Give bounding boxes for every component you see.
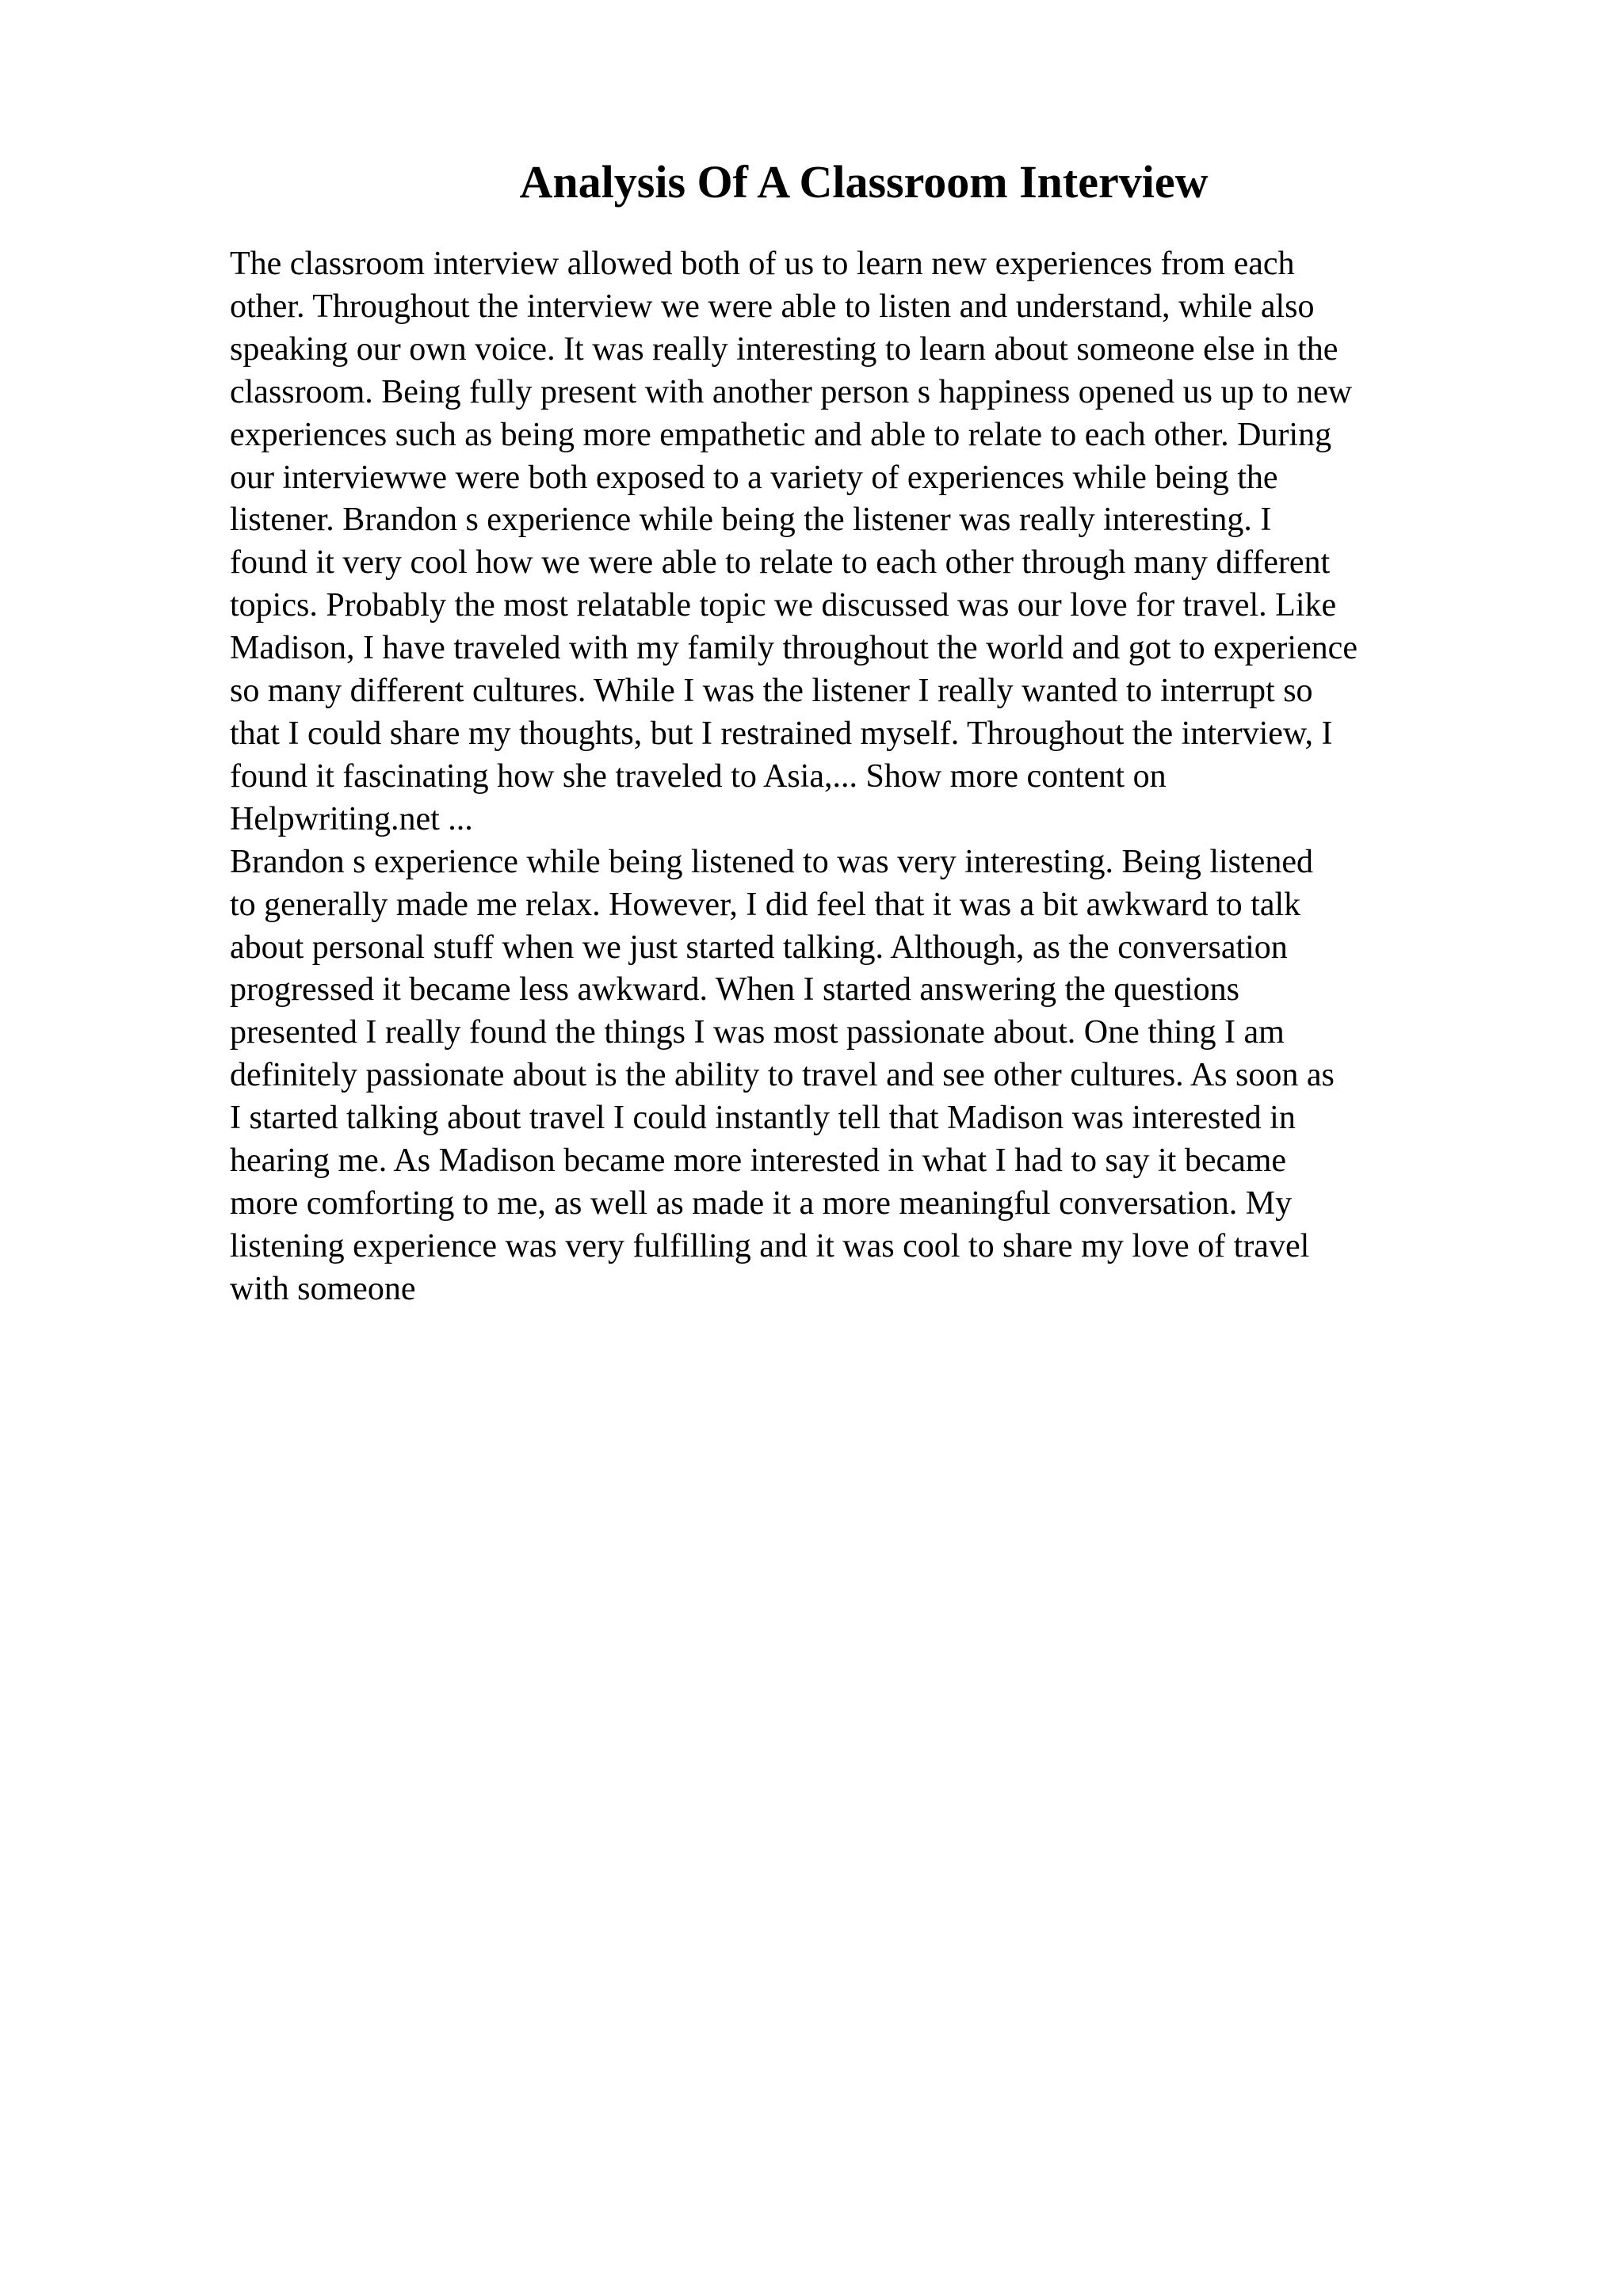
- body-line: classroom. Being fully present with another person s happiness opened us up to new: [230, 373, 1353, 410]
- document-body: [230, 243, 1498, 1311]
- body-line: Madison, I have traveled with my family throughout the world and got to experience: [230, 630, 1358, 667]
- body-line: with someone: [230, 1270, 416, 1307]
- body-line: found it very cool how we were able to relate to each other through many different: [230, 544, 1331, 582]
- body-line: more comforting to me, as well as made it a more meaningful conversation. My: [230, 1184, 1293, 1222]
- body-line: speaking our own voice. It was really interesting to learn about someone else in the: [230, 330, 1338, 368]
- body-line: topics. Probably the most relatable topic we discussed was our love for travel. Like: [230, 587, 1337, 624]
- body-line: Brandon s experience while being listened to was very interesting. Being listened: [230, 843, 1313, 880]
- body-line: that I could share my thoughts, but I restrained myself. Throughout the interview, I: [230, 715, 1333, 752]
- body-line: presented I really found the things I was most passionate about. One thing I am: [230, 1014, 1285, 1051]
- body-line: listener. Brandon s experience while being the listener was really interesting. I: [230, 502, 1272, 539]
- body-line: The classroom interview allowed both of us to learn new experiences from each: [230, 246, 1295, 282]
- body-line: listening experience was very fulfilling and it was cool to share my love of travel: [230, 1227, 1310, 1264]
- body-line: so many different cultures. While I was the listener I really wanted to interrupt so: [230, 673, 1313, 710]
- body-line: progressed it became less awkward. When I started answering the questions: [230, 971, 1240, 1009]
- body-line: our interviewwe were both exposed to a variety of experiences while being the: [230, 459, 1278, 496]
- body-line: to generally made me relax. However, I did feel that it was a bit awkward to talk: [230, 886, 1301, 923]
- document-title: Analysis Of A Classroom Interview: [519, 156, 1209, 208]
- body-line: Helpwriting.net ...: [230, 800, 473, 837]
- body-line: I started talking about travel I could instantly tell that Madison was interested in: [230, 1100, 1296, 1137]
- body-line: hearing me. As Madison became more interested in what I had to say it became: [230, 1142, 1287, 1180]
- body-line: experiences such as being more empathetic and able to relate to each other. During: [230, 416, 1332, 453]
- body-line: found it fascinating how she traveled to Asia,... Show more content on: [230, 757, 1167, 795]
- body-line: about personal stuff when we just started talking. Although, as the conversation: [230, 929, 1288, 966]
- body-line: definitely passionate about is the ability to travel and see other cultures. As soon as: [230, 1057, 1335, 1094]
- body-line: other. Throughout the interview we were able to listen and understand, while also: [230, 288, 1315, 325]
